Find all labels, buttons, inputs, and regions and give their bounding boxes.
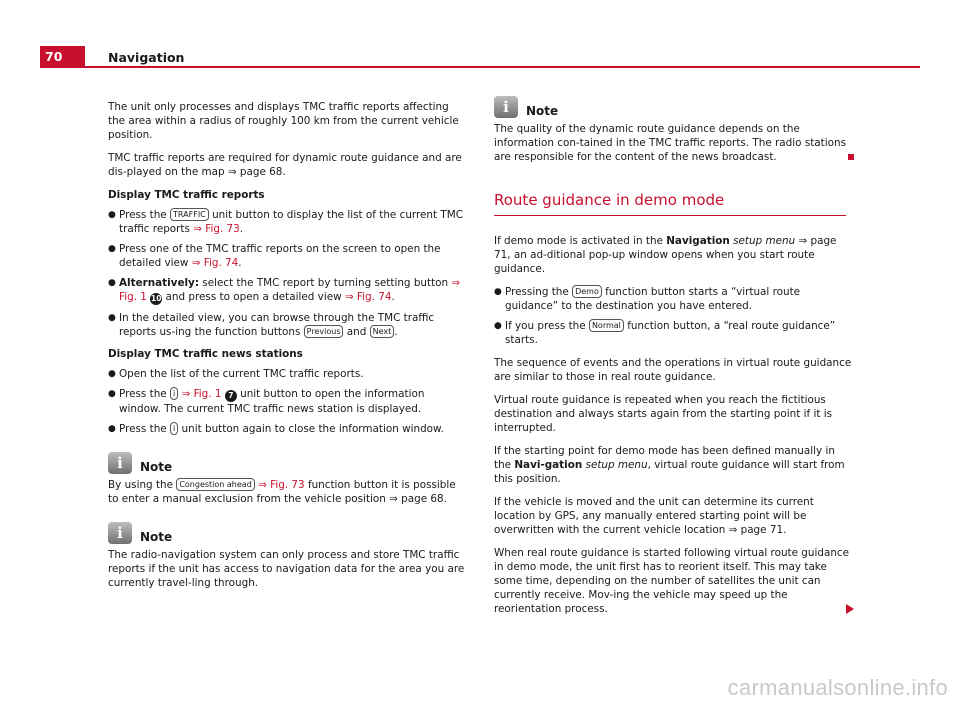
bullet-dot-icon: ●: [108, 210, 116, 220]
list-item: ● If you press the Normal function button, a “real route guidance” starts.: [494, 320, 836, 346]
section-heading: Route guidance in demo mode: [494, 190, 846, 216]
bullet-dot-icon: ●: [108, 313, 116, 323]
right-column: [494, 96, 854, 625]
info-note-icon: i: [108, 522, 132, 544]
note-text: By using the Congestion ahead ⇒ Fig. 73 function button it is possible to enter a manual exclusion from the vehicle position ⇒ page 68.: [108, 479, 456, 505]
list-item: ● Open the list of the current TMC traffic reports.: [108, 368, 364, 380]
figure-link[interactable]: ⇒ Fig. 74: [344, 291, 392, 303]
left-column: [108, 100, 468, 599]
watermark: carmanualsonline.info: [727, 675, 948, 700]
note-text: The quality of the dynamic route guidance depends on the information con-tained in the TMC traffic reports. The radio stations are responsible for the content of the news broadcast.: [494, 123, 846, 163]
note-heading: [108, 522, 468, 544]
previous-button: Previous: [304, 325, 344, 338]
list-item: ● Press the i ⇒ Fig. 1 7 unit button to open the information window. The current TMC traffic news station is displayed.: [108, 388, 425, 415]
next-button: Next: [370, 325, 395, 338]
paragraph: If the starting point for demo mode has been defined manually in the Navi-gation setup menu, virtual route guidance will start from this position.: [494, 445, 845, 485]
list-item: ● Press one of the TMC traffic reports on the screen to open the detailed view ⇒ Fig. 74.: [108, 243, 441, 269]
menu-name: Navi-gation: [514, 459, 583, 471]
paragraph: Virtual route guidance is repeated when you reach the fictitious destination and always starts again from the starting point if it is interrupted.: [494, 394, 833, 434]
bullet-dot-icon: ●: [108, 369, 116, 379]
bullet-dot-icon: ●: [108, 424, 116, 434]
info-note-icon: i: [108, 452, 132, 474]
paragraph: If demo mode is activated in the Navigation setup menu ⇒ page 71, an ad-ditional pop-up window opens when you start route guidance.: [494, 235, 837, 275]
traffic-button: TRAFFIC: [170, 208, 209, 221]
note-title: Note: [526, 104, 559, 118]
normal-button: Normal: [589, 319, 624, 332]
note-heading: [108, 452, 468, 474]
figure-link[interactable]: ⇒ Fig. 74: [191, 257, 239, 269]
bullet-dot-icon: ●: [108, 278, 116, 288]
header-rule: [40, 66, 920, 68]
list-item: ● In the detailed view, you can browse through the TMC traffic reports us-ing the function buttons Previous and Next .: [108, 312, 435, 338]
list-item: ● Press the TRAFFIC unit button to display the list of the current TMC traffic reports ⇒ Fig. 73.: [108, 209, 463, 235]
congestion-ahead-button: Congestion ahead: [176, 478, 254, 491]
note-text: The radio-navigation system can only process and store TMC traffic reports if the unit has access to navigation data for the area you are currently travel-ling through.: [108, 549, 465, 589]
alternatively-label: Alternatively:: [119, 277, 199, 289]
page-number: 70: [40, 46, 85, 68]
info-button: i: [170, 422, 178, 435]
info-note-icon: i: [494, 96, 518, 118]
bullet-dot-icon: ●: [494, 321, 502, 331]
bullet-dot-icon: ●: [108, 244, 116, 254]
list-item: ● Pressing the Demo function button starts a “virtual route guidance” to the destination you have entered.: [494, 286, 801, 312]
paragraph: If the vehicle is moved and the unit can determine its current location by GPS, any manually entered starting point will be overwritten with the current vehicle location ⇒ page 71.: [494, 496, 814, 536]
paragraph: The sequence of events and the operations in virtual route guidance are similar to those in real route guidance.: [494, 357, 852, 383]
figure-link[interactable]: ⇒ Fig. 73: [193, 223, 240, 235]
figure-link[interactable]: ⇒ Fig. 1: [181, 388, 222, 400]
subheading-news-stations: Display TMC traffic news stations: [108, 348, 303, 360]
list-item: ● Press the i unit button again to close the information window.: [108, 423, 444, 435]
callout-number: 7: [225, 390, 237, 402]
paragraph: The unit only processes and displays TMC traffic reports affecting the area within a radius of roughly 100 km from the current vehicle position.: [108, 101, 459, 141]
subheading-display-reports: Display TMC traffic reports: [108, 189, 265, 201]
note-heading: [494, 96, 854, 118]
menu-name: Navigation: [666, 235, 730, 247]
figure-link[interactable]: ⇒ Fig. 73: [258, 479, 305, 491]
note-title: Note: [140, 460, 173, 474]
bullet-dot-icon: ●: [108, 389, 116, 399]
paragraph: TMC traffic reports are required for dynamic route guidance and are dis-played on the map ⇒ page 68.: [108, 152, 462, 178]
figure-link[interactable]: ⇒ Fig. 1: [119, 277, 461, 303]
demo-button: Demo: [572, 285, 602, 298]
paragraph: When real route guidance is started following virtual route guidance in demo mode, the unit first has to reorient itself. This may take some time, depending on the number of satellites the unit can currently receive. Mov-ing the vehicle may speed up the reorientation process.: [494, 546, 854, 616]
section-title: Navigation: [108, 50, 185, 65]
callout-number: 10: [151, 294, 162, 303]
continue-arrow-icon: [846, 604, 854, 614]
bullet-dot-icon: ●: [494, 287, 502, 297]
info-button: i: [170, 387, 178, 400]
note-title: Note: [140, 530, 173, 544]
list-item: ● Alternatively: select the TMC report by turning setting button ⇒ Fig. 1 10 and press to open a detailed view ⇒ Fig. 74.: [108, 277, 461, 303]
